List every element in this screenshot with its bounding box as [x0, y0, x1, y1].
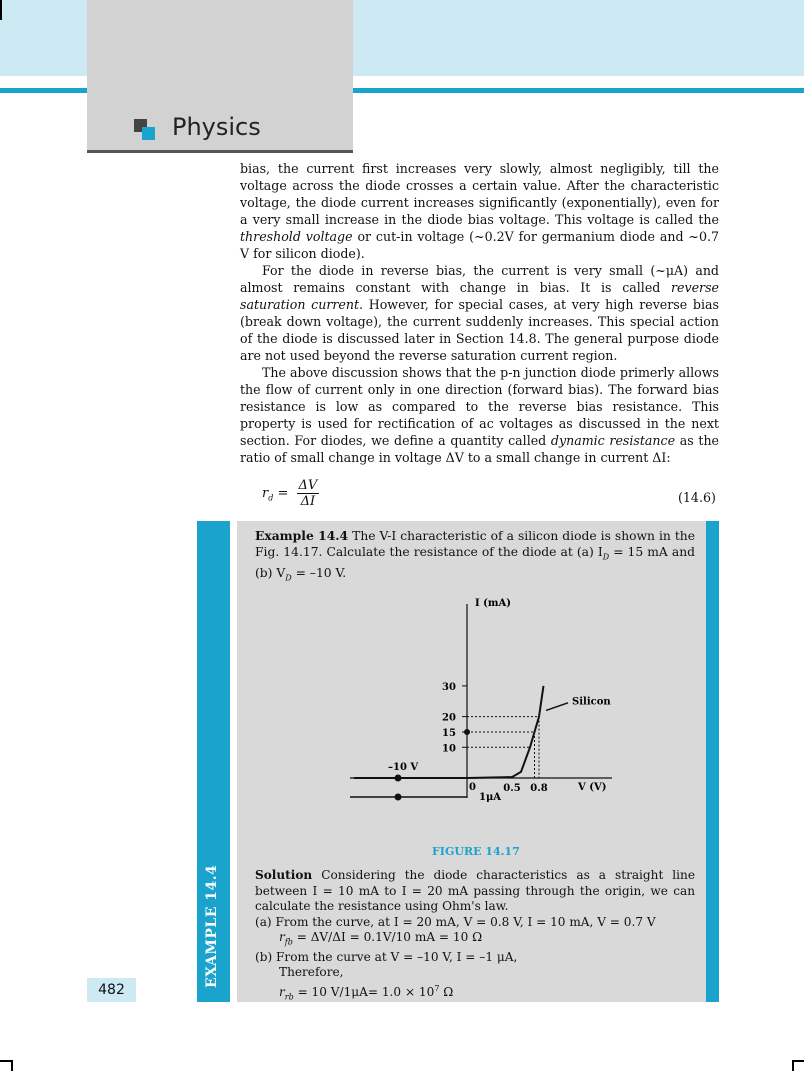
figure-caption: FIGURE 14.17: [432, 845, 520, 858]
y-tick-label: 30: [442, 681, 456, 693]
solution-text: Solution Considering the diode characteristics as a straight line between I = 10 mA to I = 20 mA passing through the origin, we can calculate the resistance using Ohm's law. (a) From the curve, at I = 20 mA, V = 0.8 V, I = 10 mA, V = 0.7 V $r_{fb} = \Delta V/\Delta I = 0.1V/10$ mA = 10 Ω (b) From the curve at V = –10 V, I = –1 μA, Therefore, $r_{rb} = 10$ $V/1\mu A= 1.0 \times 10^7$ Ω: [255, 868, 695, 1002]
example-right-stripe: [706, 521, 719, 1002]
series-label: Silicon: [572, 696, 611, 708]
x-tick-label: 0.8: [530, 783, 548, 794]
crop-mark: [11, 1060, 13, 1071]
example-statement: Example 14.4 The V-I characteristic of a silicon diode is shown in the Fig. 14.17. Calculate the resistance of the diode at (a) $I_D = 15$ mA and (b) $V_D = -10$ V.: [255, 528, 696, 583]
body-text: bias, the current first increases very slowly, almost negligibly, till the voltage across the diode crosses a certain value. After the characteristic voltage, the diode current increases significantly (exponentially), even for a very small increase in the diode bias voltage. This voltage is called the threshold voltage or cut-in voltage (~0.2V for germanium diode and ~0.7 V for silicon diode). For the diode in reverse bias, the current is very small (~μA) and almost remains constant with change in bias. It is called reverse saturation current. However, for special cases, at very high reverse bias (break down voltage), the current suddenly increases. This special action of the diode is discussed later in Section 14.8. The general purpose diode are not used beyond the reverse saturation current region. The above discussion shows that the p-n junction diode primerly allows the flow of current only in one direction (forward bias). The forward bias resistance is low as compared to the reverse bias resistance. This property is used for rectification of ac voltages as discussed in the next section. For diodes, we define a quantity called dynamic resistance as the ratio of small change in voltage ΔV to a small change in current ΔI:: [240, 161, 720, 465]
vi-characteristic-chart: [340, 590, 620, 810]
crop-mark: [792, 1060, 794, 1071]
y-tick-label: 15: [442, 727, 456, 739]
x-tick-label: 0.5: [503, 783, 521, 794]
equation-number: (14.6): [678, 490, 716, 505]
crop-mark: [0, 0, 2, 20]
y-tick-label: 20: [442, 712, 456, 724]
data-point: [464, 729, 470, 735]
header-rule: [87, 150, 353, 153]
origin-label: 0: [469, 782, 476, 793]
y-tick-label: 10: [442, 743, 456, 755]
label-pointer: [546, 703, 568, 711]
page-number: 482: [87, 978, 136, 1002]
annotation-label: –10 V: [388, 762, 419, 773]
data-point: [395, 775, 402, 782]
y-axis-label: I (mA): [475, 598, 511, 609]
x-axis-label: V (V): [578, 782, 607, 793]
example-side-label: EXAMPLE 14.4: [204, 864, 220, 988]
book-logo-icon: [134, 119, 156, 141]
equation-14-6: $r_d$ = $\frac{\Delta V}{\Delta I}$: [262, 478, 318, 509]
data-point: [395, 794, 402, 801]
annotation-label: 1μA: [479, 792, 502, 803]
page-title: Physics: [172, 113, 261, 141]
